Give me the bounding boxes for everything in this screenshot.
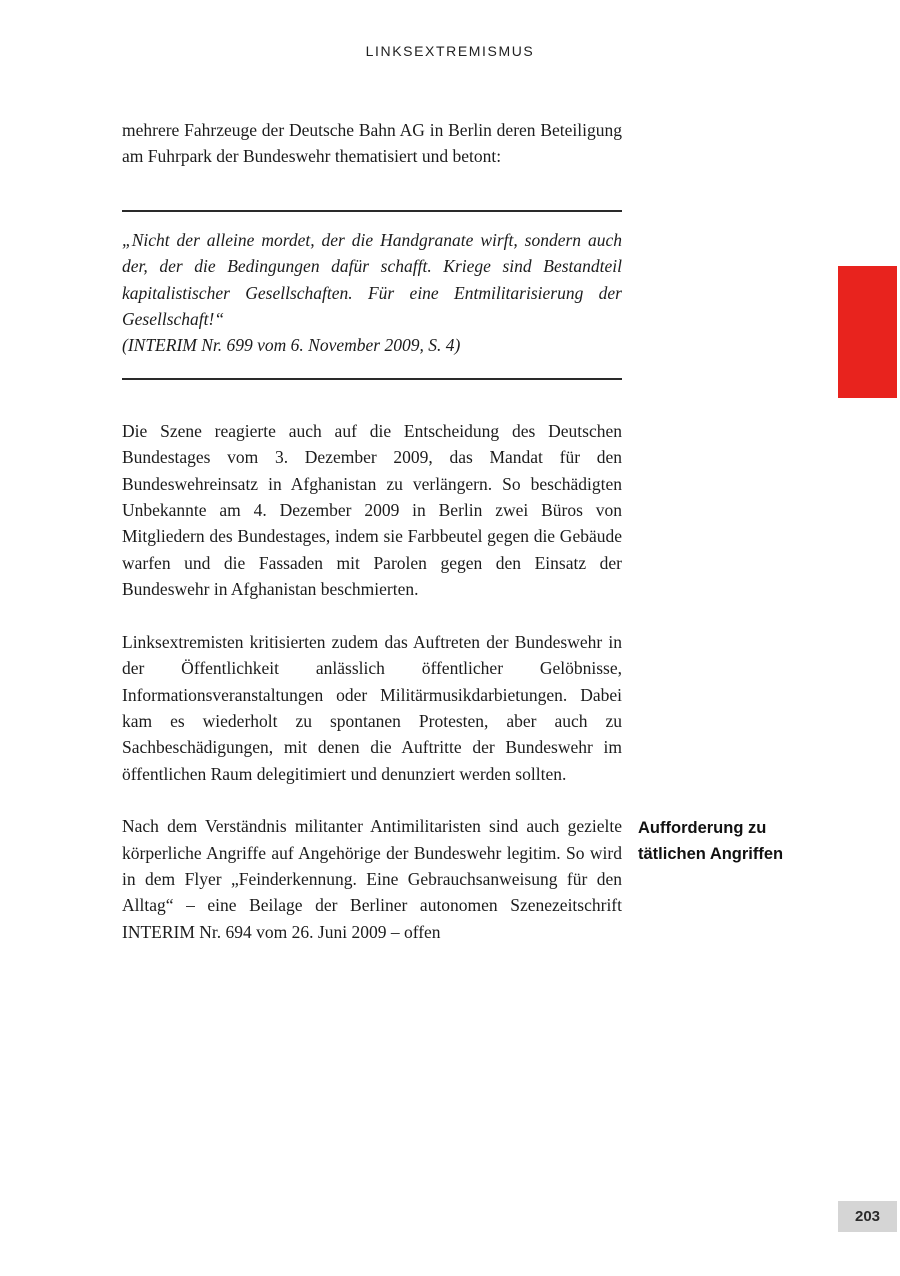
page-number: 203: [838, 1201, 897, 1232]
quote-source: (INTERIM Nr. 699 vom 6. November 2009, S. 4): [122, 335, 461, 356]
running-header: LINKSEXTREMISMUS: [365, 43, 535, 59]
blockquote: [122, 210, 622, 380]
body-paragraph: Nach dem Verständnis militanter Antimilitaristen sind auch gezielte körperliche Angriffe auf Angehörige der Bundeswehr legitim. So wird in dem Flyer „Feinderkennung. Eine Gebrauchsanweisung für den Alltag“ – eine Beilage der Berliner autonomen Szenezeitschrift INTERIM Nr. 694 vom 26. Juni 2009 – offen: [122, 816, 622, 942]
margin-note: Aufforderung zu tätlichen Angriffen: [638, 819, 784, 863]
main-text-column: [122, 117, 622, 945]
body-paragraph: Linksextremisten kritisierten zudem das Auftreten der Bundeswehr in der Öffentlichkeit anlässlich öffentlicher Gelöbnisse, Informationsveranstaltungen oder Militärmusikdarbietungen. Dabei kam es wiederholt zu spontanen Protesten, aber auch zu Sachbeschädigungen, mit denen die Auftritte der Bundeswehr im öffentlichen Raum delegitimiert und denunziert werden sollten.: [122, 631, 622, 784]
chapter-tab-marker: [838, 266, 897, 398]
intro-paragraph: mehrere Fahrzeuge der Deutsche Bahn AG in Berlin deren Beteiligung am Fuhrpark der Bundeswehr thematisiert und betont:: [122, 120, 622, 167]
body-paragraph: Die Szene reagierte auch auf die Entscheidung des Deutschen Bundestages vom 3. Dezember 2009, das Mandat für den Bundeswehreinsatz in Afghanistan zu verlängern. So beschädigten Unbekannte am 4. Dezember 2009 in Berlin zwei Büros von Mitgliedern des Bundestages, indem sie Farbbeutel gegen die Gebäude warfen und die Fassaden mit Parolen gegen den Einsatz der Bundeswehr in Afghanistan beschmierten.: [122, 420, 622, 600]
quote-text: „Nicht der alleine mordet, der die Handgranate wirft, sondern auch der, der die Bedingungen dafür schafft. Kriege sind Bestandteil kapitalistischer Gesellschaften. Für eine Entmilitarisierung der Gesellschaft!“: [122, 229, 622, 330]
